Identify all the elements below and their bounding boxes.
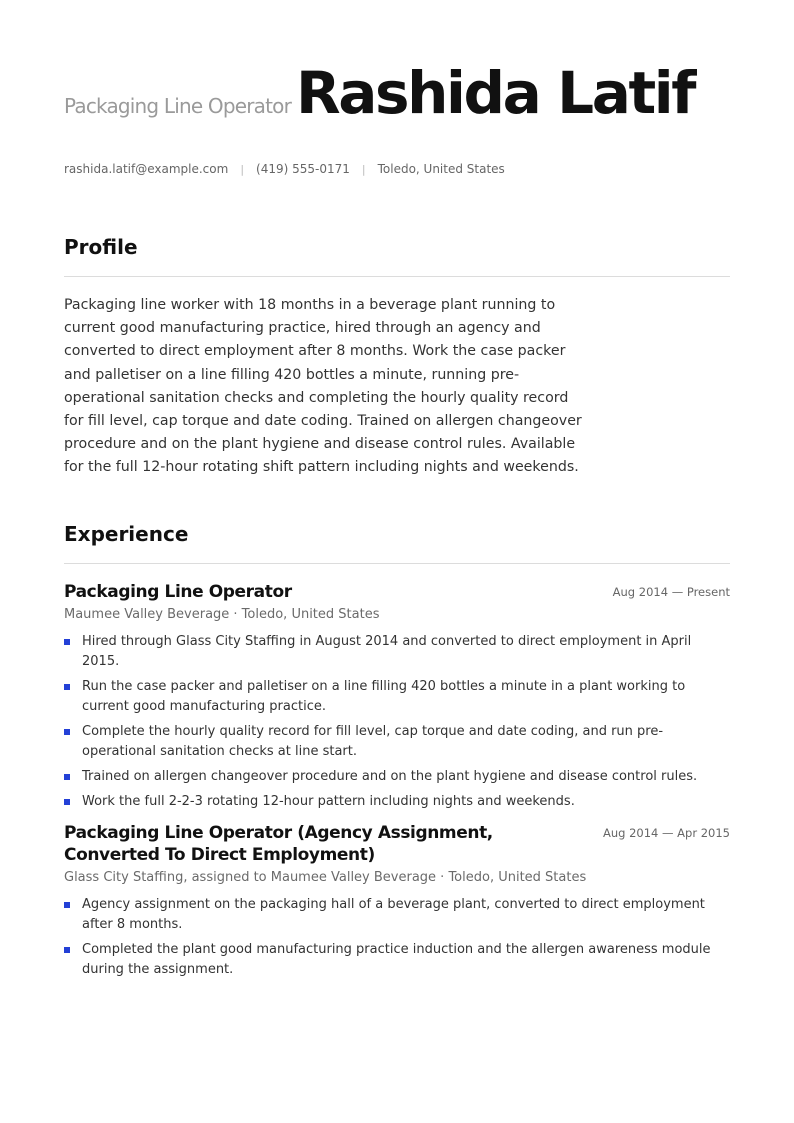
job-bullet — [64, 722, 730, 762]
contact-location: Toledo, United States — [377, 162, 505, 176]
header-job-title: Packaging Line Operator — [64, 94, 292, 118]
job-bullet-text: Complete the hourly quality record for fill level, cap torque and date coding, and run pre-operational sanitation checks at line start. — [82, 724, 664, 759]
job-role: Packaging Line Operator (Agency Assignment, Converted To Direct Employment) — [64, 823, 493, 865]
contact-separator: | — [361, 162, 366, 176]
job-bullets — [64, 632, 730, 812]
contact-line — [64, 162, 505, 176]
bullet-square-icon — [64, 902, 70, 908]
job-entry — [64, 581, 730, 817]
job-bullet — [64, 940, 730, 980]
job-entry — [64, 822, 730, 985]
job-role: Packaging Line Operator — [64, 582, 292, 602]
job-bullet — [64, 895, 730, 935]
job-header — [64, 581, 730, 603]
experience-heading: Experience — [64, 522, 189, 546]
bullet-square-icon — [64, 684, 70, 690]
job-bullet — [64, 632, 730, 672]
job-header — [64, 822, 730, 866]
contact-email[interactable]: rashida.latif@example.com — [64, 162, 229, 176]
job-company: Maumee Valley Beverage · Toledo, United States — [64, 607, 380, 622]
job-bullet-text: Hired through Glass City Staffing in August 2014 and converted to direct employment in April 2015. — [82, 634, 692, 669]
job-dates: Aug 2014 — Present — [612, 585, 730, 599]
candidate-name: Rashida Latif — [296, 59, 695, 127]
profile-divider — [64, 276, 730, 277]
profile-text: Packaging line worker with 18 months in a beverage plant running to current good manufacturing practice, hired through an agency and converted to direct employment after 8 months. Work the case packer and palletiser on a line filling 420 bottles a minute, running pre-operational sanitation checks and completing the hourly quality record for fill level, cap torque and date coding. Trained on allergen changeover procedure and on the plant hygiene and disease control rules. Available for the full 12-hour rotating shift pattern including nights and weekends. — [64, 297, 582, 476]
resume-header — [64, 60, 730, 130]
experience-divider — [64, 563, 730, 564]
job-bullets — [64, 895, 730, 980]
job-bullet-text: Work the full 2-2-3 rotating 12-hour pattern including nights and weekends. — [82, 794, 575, 809]
bullet-square-icon — [64, 799, 70, 805]
job-bullet — [64, 792, 730, 812]
bullet-square-icon — [64, 947, 70, 953]
bullet-square-icon — [64, 729, 70, 735]
job-bullet-text: Agency assignment on the packaging hall of a beverage plant, converted to direct employment after 8 months. — [82, 897, 705, 932]
contact-separator: | — [240, 162, 245, 176]
job-bullet-text: Completed the plant good manufacturing practice induction and the allergen awareness module during the assignment. — [82, 942, 711, 977]
job-company: Glass City Staffing, assigned to Maumee Valley Beverage · Toledo, United States — [64, 870, 587, 885]
contact-phone[interactable]: (419) 555-0171 — [256, 162, 350, 176]
profile-heading: Profile — [64, 235, 138, 259]
job-bullet-text: Trained on allergen changeover procedure and on the plant hygiene and disease control rules. — [82, 769, 698, 784]
bullet-square-icon — [64, 639, 70, 645]
job-bullet — [64, 767, 730, 787]
bullet-square-icon — [64, 774, 70, 780]
job-bullet — [64, 677, 730, 717]
job-dates: Aug 2014 — Apr 2015 — [602, 826, 730, 840]
job-bullet-text: Run the case packer and palletiser on a line filling 420 bottles a minute in a plant working to current good manufacturing practice. — [82, 679, 686, 714]
